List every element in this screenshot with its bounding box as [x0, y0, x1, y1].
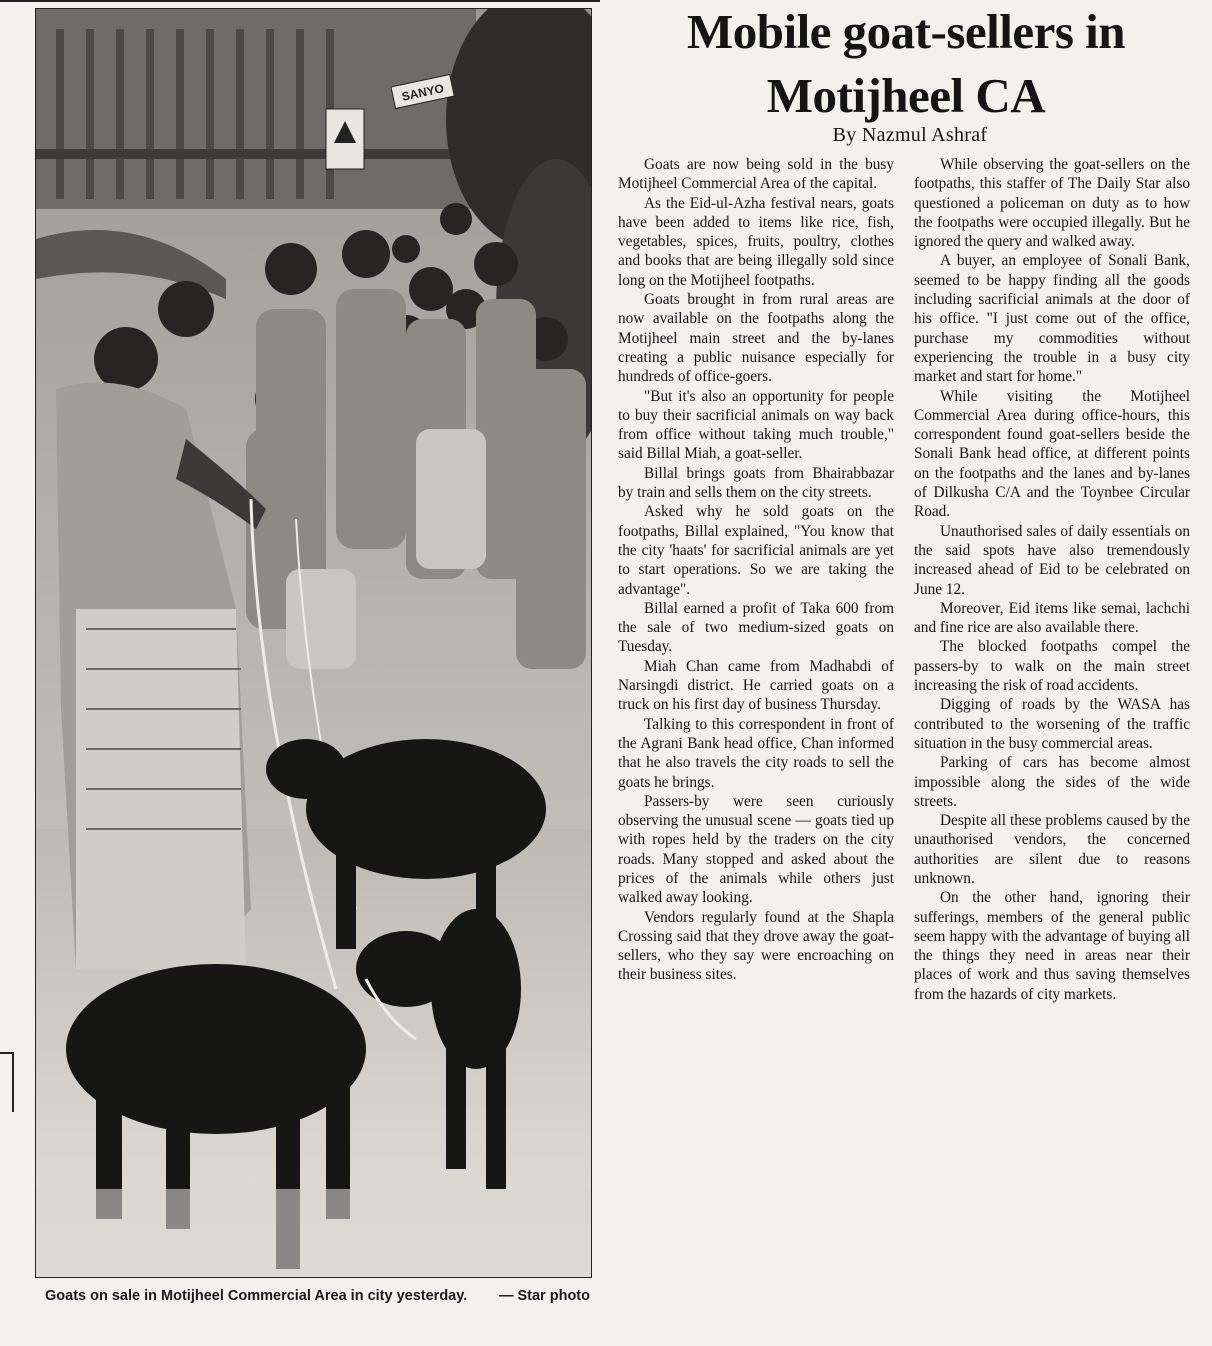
paragraph: Billal brings goats from Bhairabbazar by train and sells them on the city streets.	[618, 464, 894, 502]
news-photo	[35, 8, 592, 1278]
paragraph: Talking to this correspondent in front of the Agrani Bank head office, Chan informed that he also travels the city roads to sell the goats he brings.	[618, 715, 894, 791]
photo-credit: — Star photo	[498, 1288, 590, 1304]
paragraph: A buyer, an employee of Sonali Bank, seemed to be happy finding all the goods including sacrificial animals at the door of his office. "I just come out of the office, purchase my commodities without experiencing the trouble in a busy city market and start for home."	[914, 252, 1190, 386]
headline-line-1: Mobile goat-sellers in	[686, 4, 1126, 59]
byline: By Nazmul Ashraf	[832, 124, 988, 146]
paragraph: While visiting the Motijheel Commercial Area during office-hours, this correspondent found goat-sellers beside the Sonali Bank head office, at different points on the footpaths and the lanes and by-lanes of Dilkusha C/A and the Toynbee Circular Road.	[914, 387, 1190, 521]
paragraph: Goats brought in from rural areas are now available on the footpaths along the Motijheel main street and the by-lanes creating a public nuisance especially for hundreds of office-goers.	[618, 291, 894, 386]
paragraph: Miah Chan came from Madhabdi of Narsingdi district. He carried goats on a truck on his first day of business Thursday.	[618, 657, 894, 714]
paragraph: Asked why he sold goats on the footpaths, Billal explained, "You know that the city 'haats' for sacrificial animals are yet to start operations. So we are taking the advantage".	[618, 503, 894, 598]
headline-line-2: Motijheel CA	[766, 68, 1046, 123]
paragraph: Unauthorised sales of daily essentials on the said spots have also tremendously increased ahead of Eid to be celebrated on June 12.	[914, 522, 1190, 598]
paragraph: Goats are now being sold in the busy Motijheel Commercial Area of the capital.	[618, 156, 894, 193]
paragraph: Moreover, Eid items like semai, lachchi and fine rice are also available there.	[914, 599, 1190, 637]
paragraph: Billal earned a profit of Taka 600 from the sale of two medium-sized goats on Tuesday.	[618, 599, 894, 656]
sign-text: SANYO	[400, 81, 446, 104]
article-column-2	[914, 155, 1190, 1004]
headline	[600, 0, 1212, 128]
paragraph: Despite all these problems caused by the unauthorised vendors, the concerned authorities are silent due to reasons unknown.	[914, 812, 1190, 887]
paragraph: Parking of cars has become almost impossible along the sides of the wide streets.	[914, 754, 1190, 810]
paragraph: As the Eid-ul-Azha festival nears, goats have been added to items like rice, fish, vegetables, spices, fruits, poultry, clothes and books that are being illegally sold since long on the Motijheel footpaths.	[618, 194, 894, 289]
paragraph: Digging of roads by the WASA has contributed to the worsening of the traffic situation in the busy commercial areas.	[914, 696, 1190, 752]
top-rule	[0, 0, 600, 2]
edge-mark-vertical	[12, 1052, 14, 1112]
paragraph: On the other hand, ignoring their sufferings, members of the general public seem happy with the advantage of buying all the things they need in areas near their places of work and thus saving themselves from the hazards of city markets.	[914, 889, 1190, 1003]
caption-text: Goats on sale in Motijheel Commercial Area in city yesterday.	[45, 1288, 468, 1304]
paragraph: "But it's also an opportunity for people to buy their sacrificial animals on way back from office without taking much trouble," said Billal Miah, a goat-seller.	[618, 387, 894, 463]
paragraph: The blocked footpaths compel the passers-by to walk on the main street increasing the risk of road accidents.	[914, 638, 1190, 695]
paragraph: Vendors regularly found at the Shapla Crossing said that they drove away the goat-sellers, who they say were encroaching on their business sites.	[618, 908, 894, 984]
article-column-1	[618, 155, 894, 985]
photo-caption	[45, 1287, 590, 1305]
paragraph: While observing the goat-sellers on the footpaths, this staffer of The Daily Star also questioned a policeman on duty as to how the footpaths were occupied illegally. But he ignored the query and walked away.	[914, 156, 1190, 251]
paragraph: Passers-by were seen curiously observing the unusual scene — goats tied up with ropes held by the traders on the city roads. Many stopped and asked about the prices of the animals while others just walked away looking.	[618, 792, 894, 907]
photo-illustration	[36, 9, 591, 1277]
